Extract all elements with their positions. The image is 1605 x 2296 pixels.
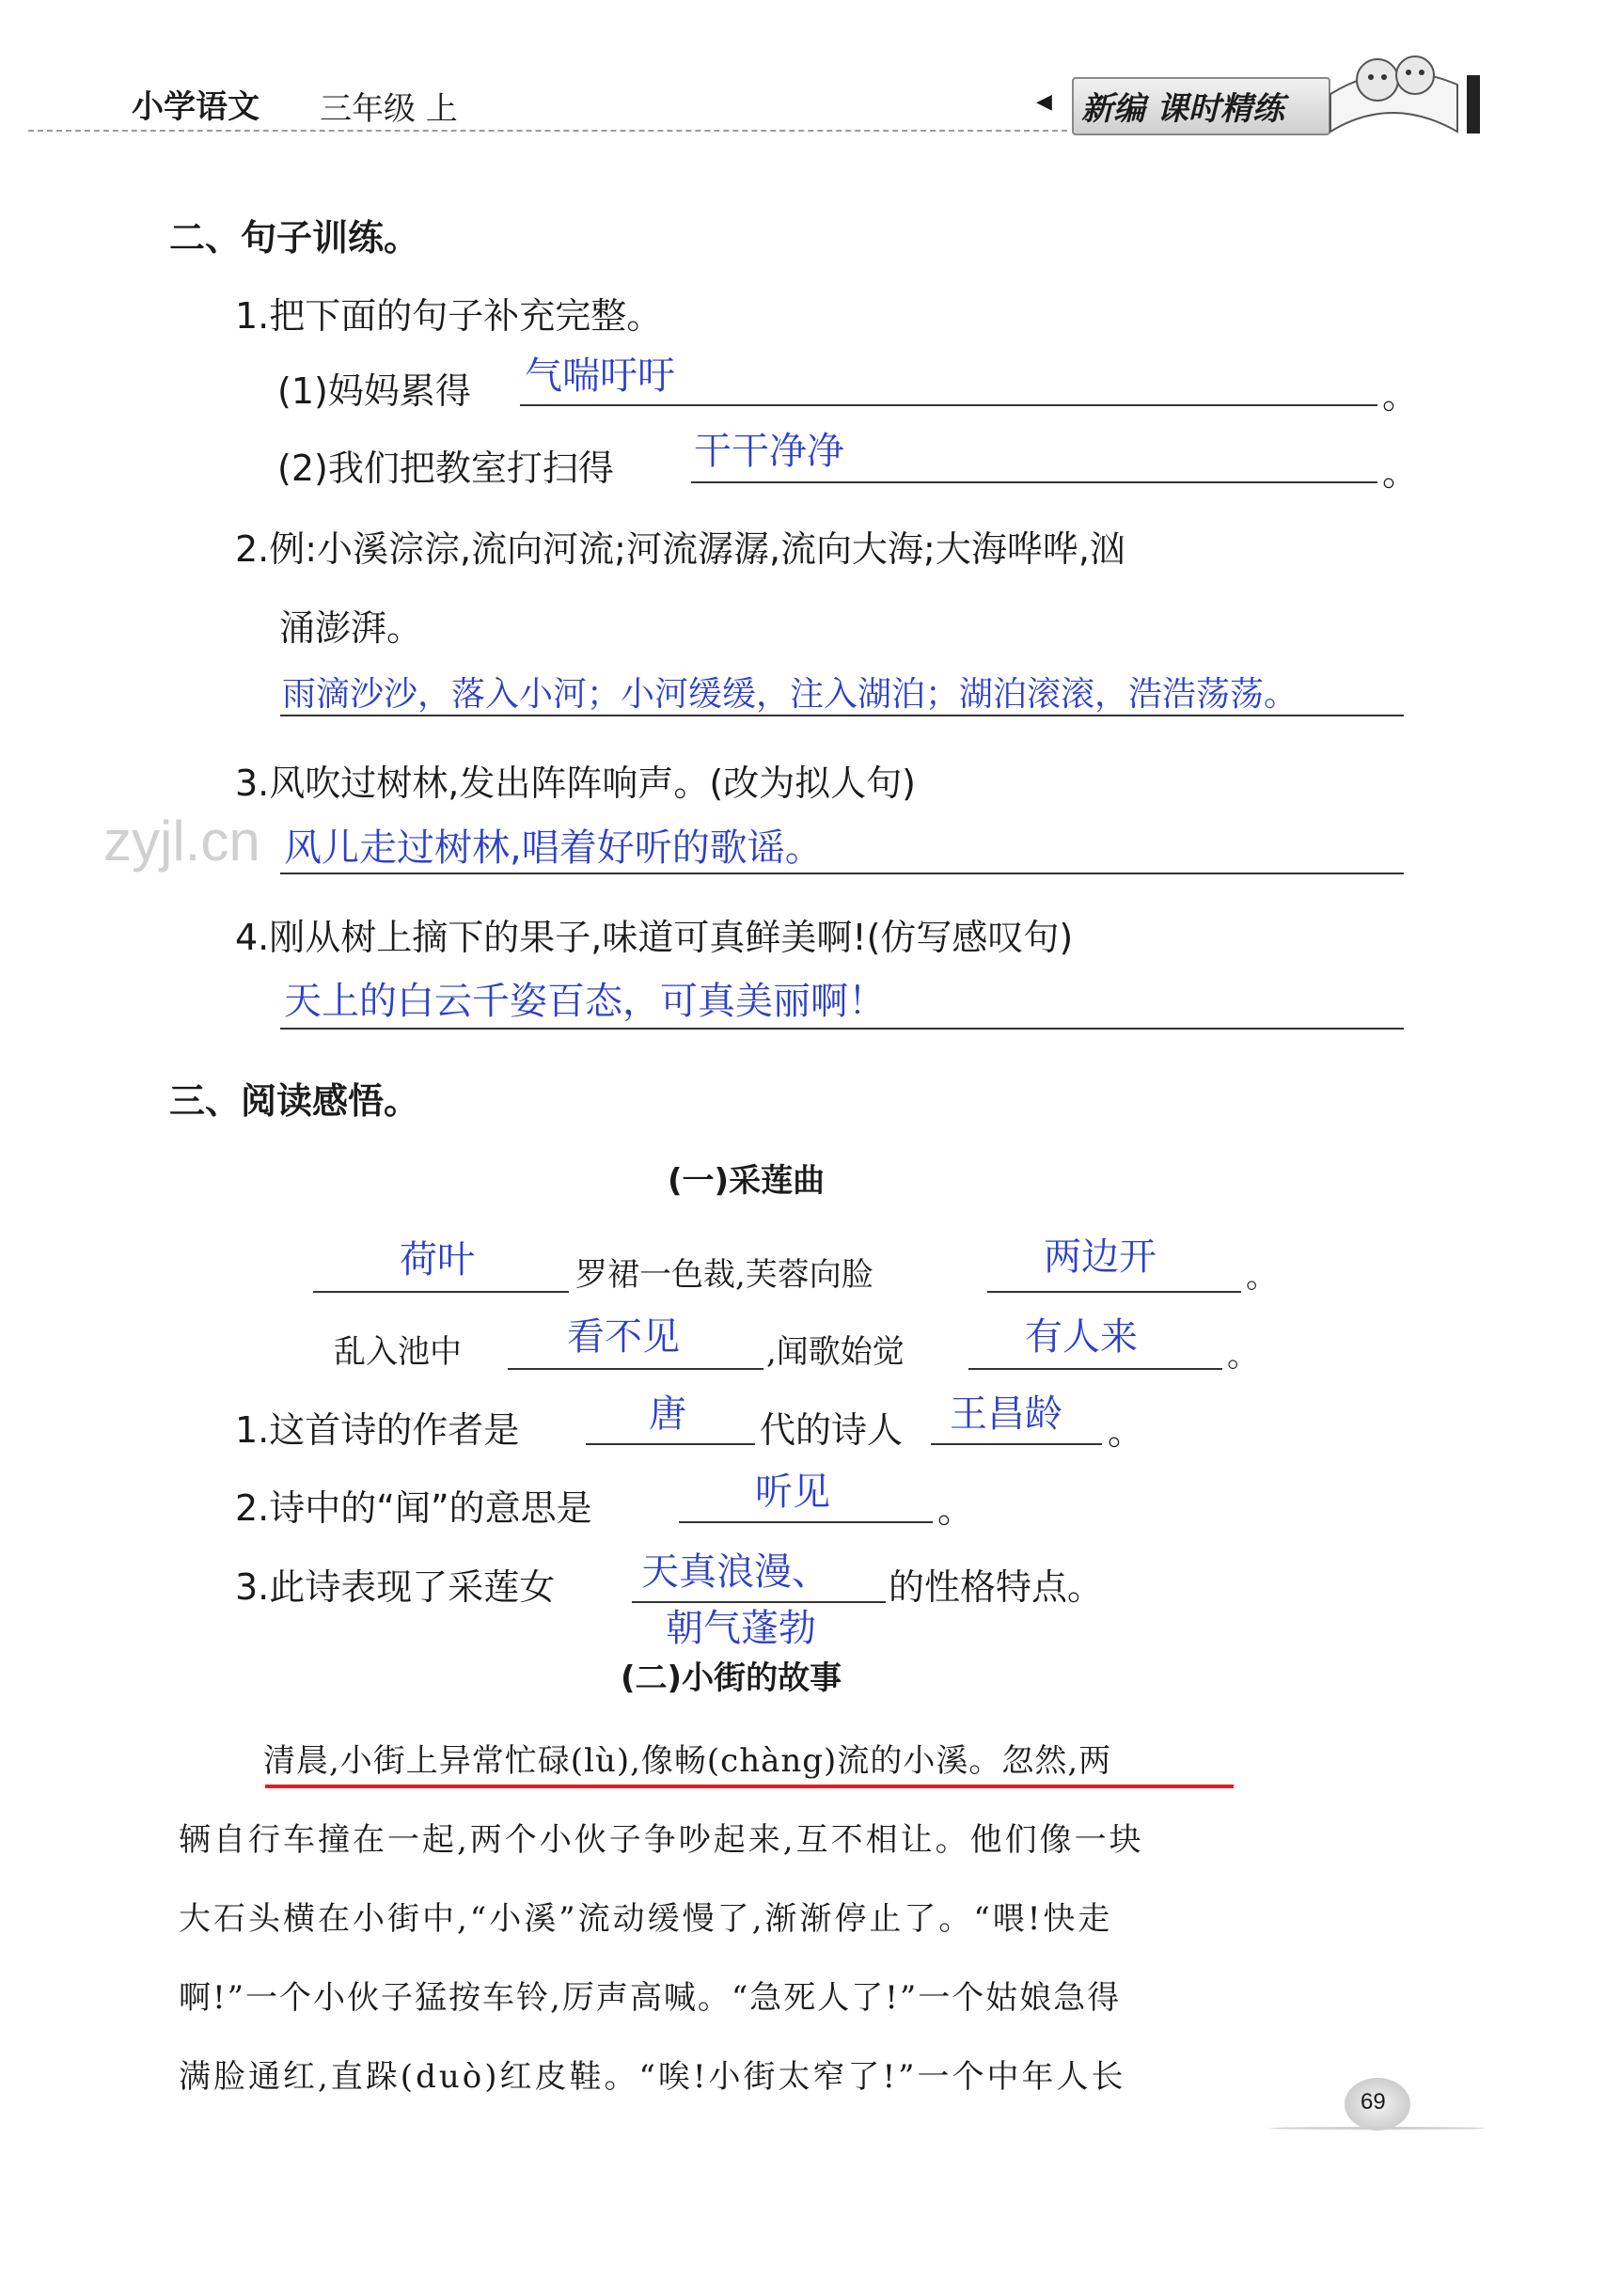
footer-decoration	[1269, 2127, 1486, 2130]
poem-q3-text2: 的性格特点。	[889, 1566, 1104, 1608]
q4-blank	[280, 1028, 1404, 1030]
poem-line2-mid: ,闻歌始觉	[766, 1333, 905, 1371]
poem-blank3	[508, 1368, 763, 1370]
poem-blank2	[987, 1291, 1241, 1293]
q1-blank1	[520, 404, 1377, 406]
story-line5: 满脸通红,直跺(duò)红皮鞋。“唉!小街太窄了!”一个中年人长	[179, 2058, 1126, 2096]
brand-side-bar	[1467, 75, 1480, 134]
q1-period2: 。	[1382, 452, 1419, 494]
story-line2: 辆自行车撞在一起,两个小伙子争吵起来,互不相让。他们像一块	[179, 1821, 1144, 1859]
poem-q2-answer: 听见	[755, 1470, 830, 1514]
q3-answer: 风儿走过树林,唱着好听的歌谣。	[284, 826, 823, 870]
poem-q1-blank2	[931, 1443, 1102, 1445]
section2-heading: 二、句子训练。	[169, 217, 420, 259]
q1-sentence1: (1)妈妈累得	[277, 370, 471, 412]
q2-example-line2: 涌澎湃。	[279, 607, 423, 649]
bear-book-illustration	[1326, 38, 1467, 141]
poem-q2-end: 。	[937, 1489, 974, 1531]
story-line3: 大石头横在小街中,“小溪”流动缓慢了,渐渐停止了。“喂!快走	[179, 1900, 1113, 1938]
poem-q1-blank1	[586, 1443, 755, 1445]
q1-sentence2: (2)我们把教室打扫得	[277, 448, 614, 489]
poem-answer3: 看不见	[567, 1315, 680, 1359]
q1-prompt: 1.把下面的句子补充完整。	[235, 295, 663, 337]
watermark: zyjl.cn	[103, 810, 260, 873]
poem-q3-answer2: 朝气蓬勃	[666, 1607, 816, 1650]
poem-line2-start: 乱入池中	[334, 1333, 462, 1371]
poem-line1: 罗裙一色裁,芙蓉向脸	[575, 1256, 873, 1294]
poem-answer4: 有人来	[1025, 1315, 1138, 1359]
q4-answer: 天上的白云千姿百态，可真美丽啊！	[284, 980, 886, 1023]
q1-period1: 。	[1382, 375, 1419, 417]
poem-blank4	[968, 1368, 1222, 1370]
brand-label: 新编 课时精练	[1081, 90, 1284, 128]
story-title: (二)小街的故事	[621, 1659, 842, 1697]
poem-answer2: 两边开	[1044, 1235, 1157, 1279]
poem-q3-text1: 3.此诗表现了采莲女	[235, 1566, 556, 1608]
q3-prompt: 3.风吹过树林,发出阵阵响声。(改为拟人句)	[235, 763, 916, 804]
q3-blank	[280, 873, 1404, 874]
poem-q1-answer2: 王昌龄	[950, 1392, 1062, 1436]
poem-answer1: 荷叶	[400, 1238, 475, 1282]
poem-q2-text1: 2.诗中的“闻”的意思是	[235, 1487, 592, 1529]
poem-q3-answer1: 天真浪漫、	[641, 1550, 829, 1594]
poem-period1: 。	[1246, 1258, 1278, 1296]
poem-q1-text2: 代的诗人	[760, 1409, 904, 1451]
poem-q1-answer1: 唐	[649, 1392, 686, 1436]
poem-q1-text1: 1.这首诗的作者是	[235, 1409, 520, 1451]
poem-title: (一)采莲曲	[668, 1162, 826, 1200]
poem-q2-blank	[679, 1521, 933, 1523]
q1-answer2: 干干净净	[694, 430, 844, 473]
poem-q1-end: 。	[1108, 1411, 1144, 1453]
section3-heading: 三、阅读感悟。	[169, 1080, 420, 1122]
header-subject: 小学语文	[132, 88, 260, 126]
q1-answer1: 气喘吁吁	[525, 354, 675, 398]
story-line1: 清晨,小街上异常忙碌(lù),像畅(chàng)流的小溪。忽然,两	[263, 1742, 1112, 1780]
header-divider	[28, 130, 1067, 132]
poem-period2: 。	[1227, 1337, 1259, 1375]
poem-blank1	[313, 1291, 569, 1293]
q2-answer: 雨滴沙沙，落入小河；小河缓缓，注入湖泊；湖泊滚滚，浩浩荡荡。	[282, 675, 1298, 714]
header-arrow-icon: ◀	[1036, 90, 1052, 114]
page-number: 69	[1361, 2089, 1386, 2115]
q1-blank2	[691, 481, 1377, 483]
q2-example-line1: 2.例:小溪淙淙,流向河流;河流潺潺,流向大海;大海哗哗,汹	[235, 528, 1125, 570]
q4-prompt: 4.刚从树上摘下的果子,味道可真鲜美啊!(仿写感叹句)	[235, 917, 1074, 958]
story-line4: 啊!”一个小伙子猛按车铃,厉声高喊。“急死人了!”一个姑娘急得	[179, 1979, 1122, 2017]
header-grade: 三年级 上	[320, 90, 458, 128]
story-red-underline	[265, 1785, 1234, 1788]
